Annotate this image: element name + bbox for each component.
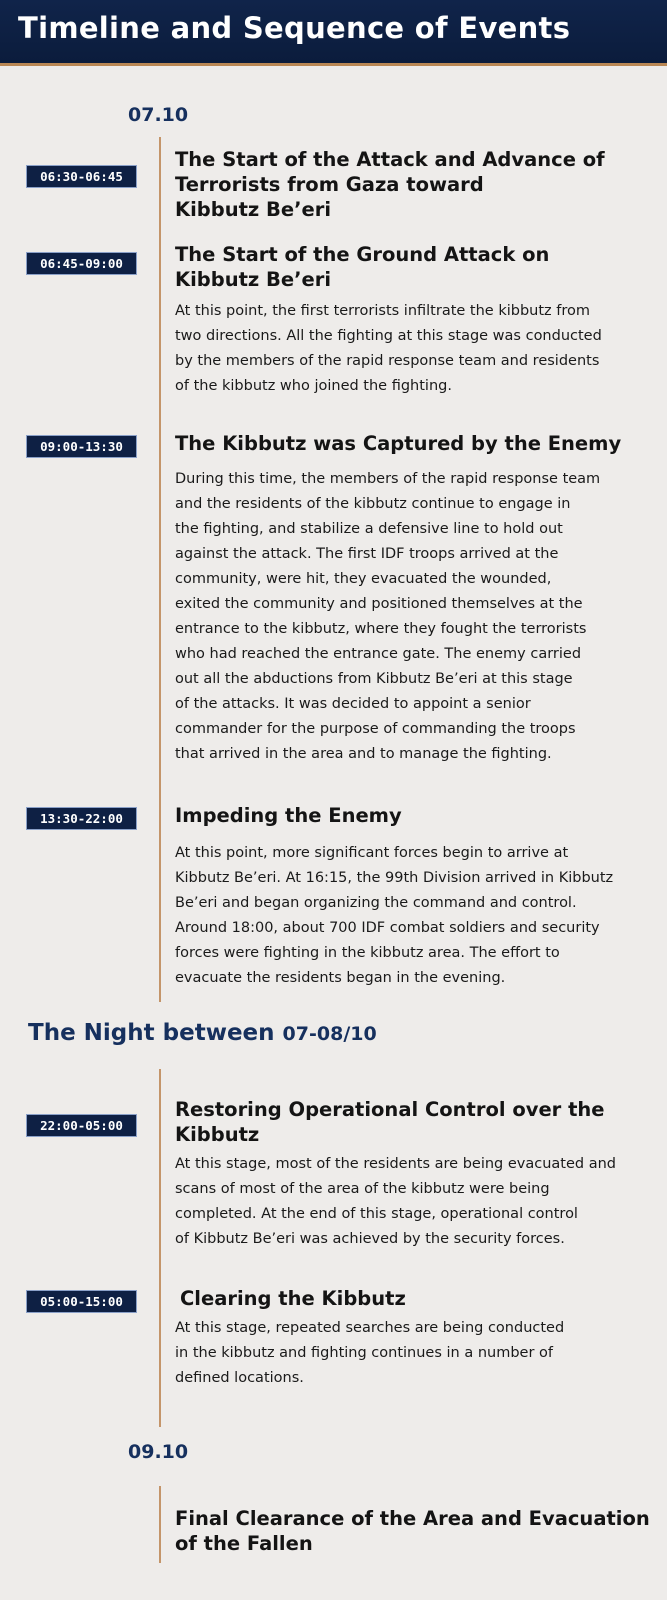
- page-title: Timeline and Sequence of Events: [18, 11, 571, 45]
- event-description: During this time, the members of the rapid response team and the residents of the kibbutz continue to engage in the fighting, and stabilize a defensive line to hold out against the attack. The first IDF troops arrived at the community, were hit, they evacuated the wounded, exited the community and positioned themselves at the entrance to the kibbutz, where they fought the terrorists who had reached the entrance gate. The enemy carried out all the abductions from Kibbutz Be’eri at this stage of the attacks. It was decided to appoint a senior commander for the purpose of commanding the troops that arrived in the area and to manage the fighting.: [175, 471, 601, 762]
- page-header: [0, 0, 667, 66]
- timeline-line-day1: [159, 137, 161, 1002]
- event-title: Restoring Operational Control over the Kibbutz: [175, 1098, 605, 1146]
- date-label-last: 09.10: [128, 1441, 189, 1463]
- date-label-first: 07.10: [128, 104, 189, 126]
- event-title: Clearing the Kibbutz: [180, 1287, 406, 1310]
- time-badge: 05:00-15:00: [26, 1290, 137, 1313]
- event-title: The Start of the Attack and Advance of Terrorists from Gaza toward Kibbutz Be’eri: [175, 148, 605, 221]
- event-description: At this stage, repeated searches are being conducted in the kibbutz and fighting continues in a number of defined locations.: [175, 1320, 565, 1386]
- time-badge: 22:00-05:00: [26, 1114, 137, 1137]
- night-heading: [28, 1020, 377, 1046]
- timeline-line-night: [159, 1069, 161, 1427]
- event-description: At this point, more significant forces begin to arrive at Kibbutz Be’eri. At 16:15, the 99th Division arrived in Kibbutz Be’eri and began organizing the command and control. Around 18:00, about 700 IDF combat soldiers and security forces were fighting in the kibbutz area. The effort to evacuate the residents began in the evening.: [175, 845, 614, 986]
- event-title: Final Clearance of the Area and Evacuation of the Fallen: [175, 1507, 650, 1555]
- event-title: The Start of the Ground Attack on Kibbutz Be’eri: [175, 243, 550, 291]
- event-description: At this stage, most of the residents are being evacuated and scans of most of the area of the kibbutz were being completed. At the end of this stage, operational control of Kibbutz Be’eri was achieved by the security forces.: [175, 1156, 616, 1247]
- time-badge: 06:45-09:00: [26, 252, 137, 275]
- time-badge: 09:00-13:30: [26, 435, 137, 458]
- night-dates: 07-08/10: [282, 1023, 377, 1045]
- event-description: At this point, the first terrorists infiltrate the kibbutz from two directions. All the fighting at this stage was conducted by the members of the rapid response team and residents of the kibbutz who joined the fighting.: [175, 303, 602, 394]
- timeline-line-day3: [159, 1486, 161, 1563]
- night-label: The Night between: [28, 1020, 275, 1046]
- time-badge: 13:30-22:00: [26, 807, 137, 830]
- event-title: Impeding the Enemy: [175, 804, 402, 827]
- time-badge: 06:30-06:45: [26, 165, 137, 188]
- event-title: The Kibbutz was Captured by the Enemy: [175, 432, 622, 455]
